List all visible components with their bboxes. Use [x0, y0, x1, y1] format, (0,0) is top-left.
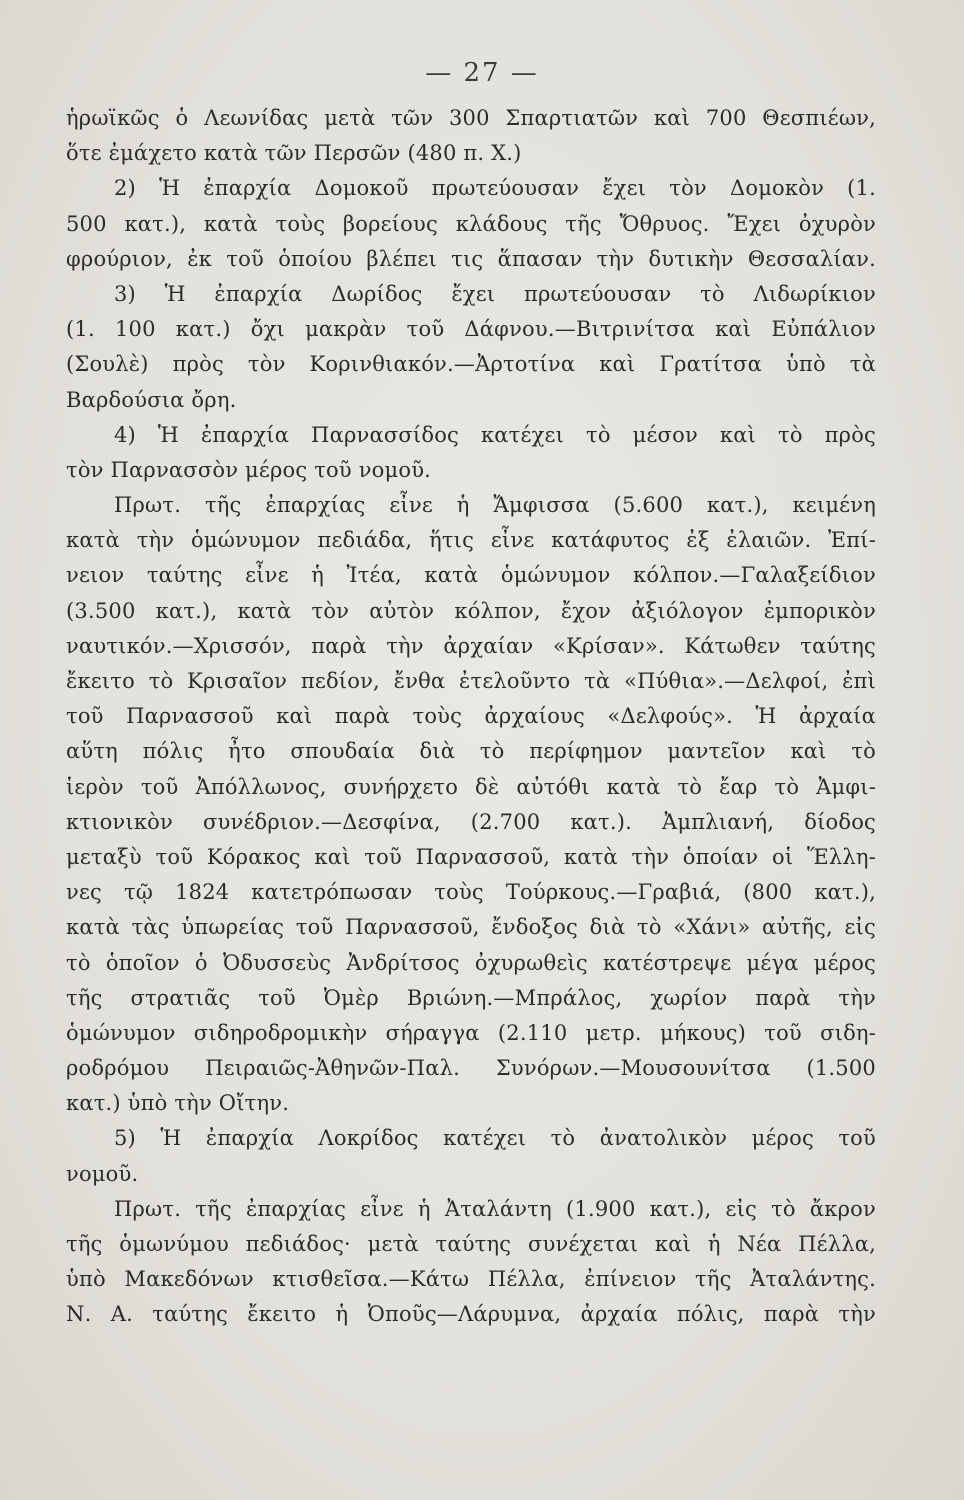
text-line: ναυτικόν.—Χρισσόν, παρὰ τὴν ἀρχαίαν «Κρίσαν». Κάτωθεν ταύτης	[66, 633, 876, 658]
text-line: τῆς στρατιᾶς τοῦ Ὀμὲρ Βριώνη.—Μπράλος, χωρίον παρὰ τὴν	[66, 985, 876, 1010]
text-line: τοῦ Παρνασσοῦ καὶ παρὰ τοὺς ἀρχαίους «Δελφούς». Ἡ ἀρχαία	[66, 704, 876, 729]
text-line: ὑπὸ Μακεδόνων κτισθεῖσα.—Κάτω Πέλλα, ἐπίνειον τῆς Ἀταλάντης.	[66, 1267, 876, 1292]
text-line: ἡρωϊκῶς ὁ Λεωνίδας μετὰ τῶν 300 Σπαρτιατῶν καὶ 700 Θεσπιέων,	[66, 106, 876, 130]
text-line: 5) Ἡ ἐπαρχία Λοκρίδος κατέχει τὸ ἀνατολικὸν μέρος τοῦ	[114, 1126, 876, 1151]
text-line: Βαρδούσια ὄρη.	[66, 387, 237, 412]
text-line: μεταξὺ τοῦ Κόρακος καὶ τοῦ Παρνασσοῦ, κατὰ τὴν ὁποίαν οἱ Ἕλλη-	[66, 844, 876, 869]
text-line: κατὰ τὰς ὑπωρείας τοῦ Παρνασσοῦ, ἔνδοξος διὰ τὸ «Χάνι» αὐτῆς, εἰς	[66, 915, 876, 940]
text-line: τῆς ὁμωνύμου πεδιάδος· μετὰ ταύτης συνέχεται καὶ ἡ Νέα Πέλλα,	[66, 1232, 876, 1256]
text-line: τὸ ὁποῖον ὁ Ὀδυσσεὺς Ἀνδρίτσος ὀχυρωθεὶς κατέστρεψε μέγα μέρος	[66, 950, 876, 975]
text-line: 3) Ἡ ἐπαρχία Δωρίδος ἔχει πρωτεύουσαν τὸ Λιδωρίκιον	[114, 281, 876, 306]
text-line: φρούριον, ἐκ τοῦ ὁποίου βλέπει τις ἅπασαν τὴν δυτικὴν Θεσσαλίαν.	[66, 246, 876, 271]
text-line: Πρωτ. τῆς ἐπαρχίας εἶνε ἡ Ἀταλάντη (1.900 κατ.), εἰς τὸ ἄκρον	[114, 1196, 876, 1221]
page-number: — 27 —	[425, 58, 539, 88]
text-line: ἱερὸν τοῦ Ἀπόλλωνος, συνήρχετο δὲ αὐτόθι κατὰ τὸ ἔαρ τὸ Ἀμφι-	[66, 774, 876, 799]
text-line: (1. 100 κατ.) ὄχι μακρὰν τοῦ Δάφνου.—Βιτρινίτσα καὶ Εὐπάλιον	[66, 317, 876, 342]
text-line: Πρωτ. τῆς ἐπαρχίας εἶνε ἡ Ἄμφισσα (5.600 κατ.), κειμένη	[114, 493, 876, 518]
text-line: ροδρόμου Πειραιῶς-Ἀθηνῶν-Παλ. Συνόρων.—Μουσουνίτσα (1.500	[66, 1056, 876, 1081]
text-line: κατ.) ὑπὸ τὴν Οἴτην.	[66, 1091, 290, 1116]
page-text	[66, 101, 876, 1333]
text-line: αὕτη πόλις ἦτο σπουδαία διὰ τὸ περίφημον μαντεῖον καὶ τὸ	[66, 739, 876, 764]
text-line: 4) Ἡ ἐπαρχία Παρνασσίδος κατέχει τὸ μέσον καὶ τὸ πρὸς	[114, 422, 876, 447]
text-line: Ν. Α. ταύτης ἔκειτο ἡ Ὀποῦς—Λάρυμνα, ἀρχαία πόλις, παρὰ τὴν	[66, 1302, 876, 1327]
text-line: 2) Ἡ ἐπαρχία Δομοκοῦ πρωτεύουσαν ἔχει τὸν Δομοκὸν (1.	[114, 176, 876, 201]
text-line: νες τῷ 1824 κατετρόπωσαν τοὺς Τούρκους.—Γραβιά, (800 κατ.),	[66, 880, 876, 905]
text-line: ἔκειτο τὸ Κρισαῖον πεδίον, ἔνθα ἐτελοῦντο τὰ «Πύθια».—Δελφοί, ἐπὶ	[66, 669, 876, 693]
text-line: τὸν Παρνασσὸν μέρος τοῦ νομοῦ.	[66, 457, 432, 482]
text-line: ὅτε ἐμάχετο κατὰ τῶν Περσῶν (480 π. Χ.)	[66, 141, 522, 166]
text-line: κατὰ τὴν ὁμώνυμον πεδιάδα, ἥτις εἶνε κατάφυτος ἐξ ἐλαιῶν. Ἐπί-	[66, 528, 876, 553]
text-line: (3.500 κατ.), κατὰ τὸν αὐτὸν κόλπον, ἔχον ἀξιόλογον ἐμπορικὸν	[66, 598, 876, 623]
text-line: κτιονικὸν συνέδριον.—Δεσφίνα, (2.700 κατ.). Ἀμπλιανή, δίοδος	[66, 809, 876, 834]
text-line: νομοῦ.	[66, 1161, 139, 1186]
text-line: (Σουλὲ) πρὸς τὸν Κορινθιακόν.—Ἀρτοτίνα καὶ Γρατίτσα ὑπὸ τὰ	[66, 352, 876, 377]
text-line: 500 κατ.), κατὰ τοὺς βορείους κλάδους τῆς Ὄθρυος. Ἔχει ὀχυρὸν	[66, 211, 876, 236]
text-line: ὁμώνυμον σιδηροδρομικὴν σήραγγα (2.110 μετρ. μήκους) τοῦ σιδη-	[66, 1020, 876, 1045]
text-line: νειον ταύτης εἶνε ἡ Ἰτέα, κατὰ ὁμώνυμον κόλπον.—Γαλαξείδιον	[66, 563, 876, 588]
